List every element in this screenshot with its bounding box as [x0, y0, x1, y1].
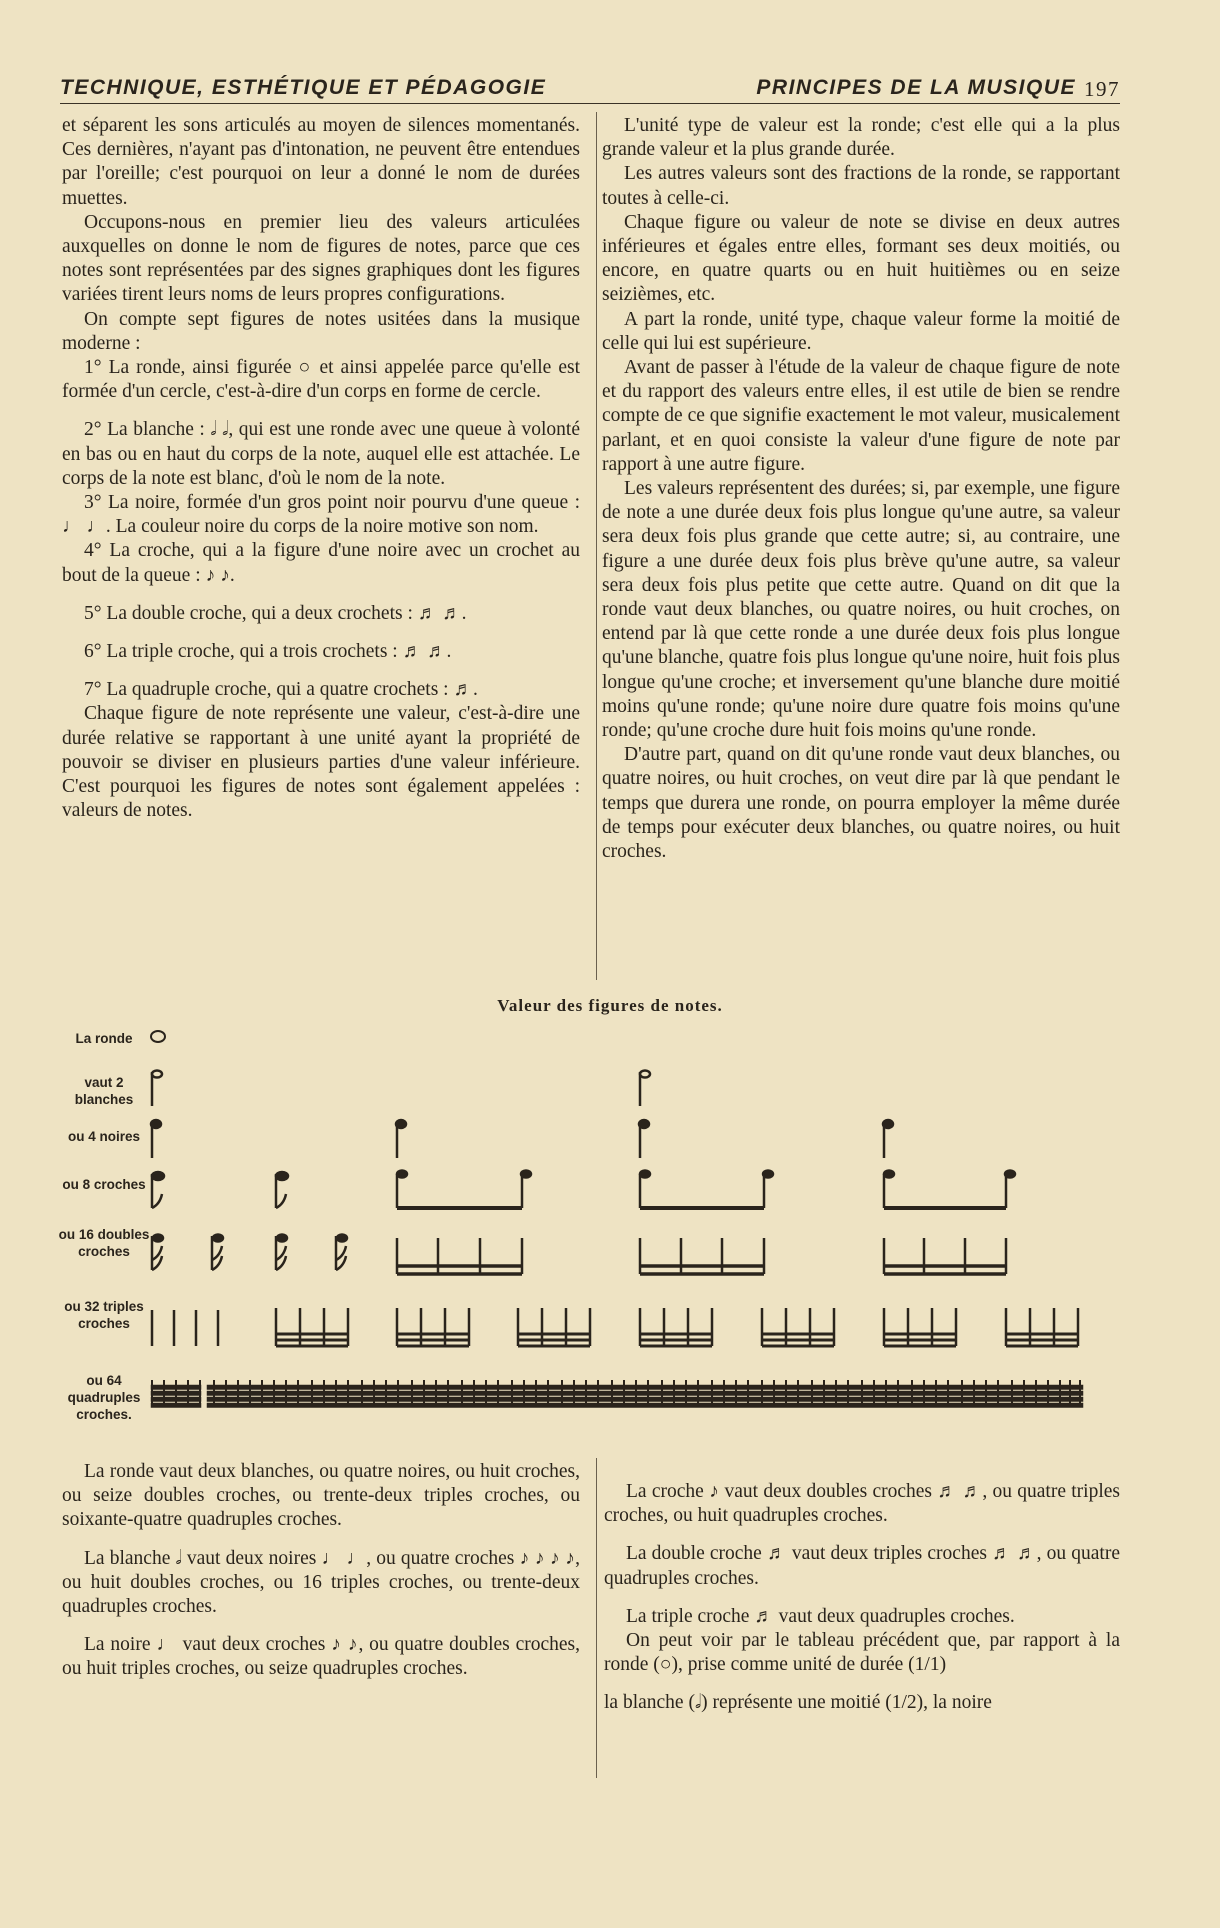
- paragraph: A part la ronde, unité type, chaque valeur forme la moitié de celle qui lui est supérieure.: [602, 308, 1120, 354]
- beamed-eighth-notes-icon: [640, 1171, 773, 1209]
- column-divider: [596, 112, 597, 980]
- paragraph: La ronde vaut deux blanches, ou quatre noires, ou huit croches, ou seize doubles croches, ou trente-deux triples croches, ou soixante-quatre quadruples croches.: [62, 1461, 580, 1531]
- paragraph: D'autre part, quand on dit qu'une ronde vaut deux blanches, ou quatre noires, ou huit croches, on veut dire par là que pendant le temps que durera une ronde, on pourra employer la même durée de temps pour exécuter deux blanches, ou quatre noires, ou huit croches.: [602, 744, 1120, 863]
- paragraph: On compte sept figures de notes usitées dans la musique moderne :: [62, 308, 580, 354]
- right-column: [602, 114, 1120, 864]
- sixteenth-note-icon: [212, 1235, 223, 1271]
- beamed-eighth-notes-icon: [884, 1171, 1015, 1209]
- half-note-icon: [152, 1071, 162, 1107]
- half-note-icon: [640, 1071, 650, 1107]
- row-label-croches: ou 8 croches: [62, 1177, 146, 1192]
- paragraph: Chaque figure de note représente une valeur, c'est-à-dire une durée relative se rapportant à une unité ayant la propriété de pouvoir se diviser en plusieurs parties d'une valeur inférieure. C'est pourquoi les figures de notes sont également appelées : valeurs de notes.: [62, 703, 580, 822]
- beamed-sixteenth-notes-icon: [884, 1238, 1006, 1274]
- header-rule: [60, 103, 1120, 104]
- sixteenth-note-icon: [276, 1235, 287, 1271]
- paragraph: La triple croche ♬ vaut deux quadruples croches.: [626, 1605, 1015, 1627]
- table-title: Valeur des figures de notes.: [497, 996, 723, 1015]
- paragraph: Avant de passer à l'étude de la valeur de chaque figure de note et du rapport des valeurs entre elles, il est utile de bien se rendre compte de ce que signifie exactement le mot valeur, musicalement parlant, et en quoi consiste la valeur d'une figure de note par rapport à une autre figure.: [602, 357, 1120, 475]
- row-label-doubles-croches: ou 16 doubles croches: [58, 1227, 150, 1259]
- bottom-left-column: [62, 1460, 580, 1682]
- column-divider: [596, 1458, 597, 1778]
- paragraph: La noire ♩ vaut deux croches ♪ ♪, ou quatre doubles croches, ou huit triples croches, ou seize quadruples croches.: [62, 1634, 580, 1680]
- left-column: [62, 114, 580, 823]
- paragraph: Chaque figure ou valeur de note se divise en deux autres inférieures et égales entre elles, formant ses deux moitiés, ou encore, en quatre quarts ou en huit huitièmes ou en seize seizièmes, etc.: [602, 211, 1120, 306]
- beamed-sixteenth-notes-icon: [640, 1238, 764, 1274]
- quarter-note-icon: [151, 1120, 161, 1158]
- paragraph: Occupons-nous en premier lieu des valeurs articulées auxquelles on donne le nom de figures de notes, parce que ces notes sont représentées par des signes graphiques dont les figures variées tirent leurs noms de leurs propres configurations.: [62, 211, 580, 306]
- eighth-note-icon: [152, 1172, 164, 1208]
- eighth-note-icon: [276, 1172, 288, 1208]
- row-label-ronde: La ronde: [75, 1031, 133, 1046]
- paragraph: 4° La croche, qui a la figure d'une noire avec un crochet au bout de la queue : ♪ ♪.: [62, 540, 580, 586]
- paragraph: L'unité type de valeur est la ronde; c'est elle qui a la plus grande valeur et la plus grande durée.: [602, 115, 1120, 161]
- note-values-table-figure: [0, 1040, 1220, 1440]
- paragraph: Les autres valeurs sont des fractions de la ronde, se rapportant toutes à celle-ci.: [602, 163, 1120, 209]
- page-number: 197: [1084, 77, 1120, 101]
- bottom-right-column: [604, 1480, 1120, 1716]
- paragraph: et séparent les sons articulés au moyen de silences momentanés. Ces dernières, n'ayant pas d'intonation, ne peuvent être entendues par l'oreille; c'est pourquoi on leur a donné le nom de durées muettes.: [62, 115, 580, 209]
- paragraph: 7° La quadruple croche, qui a quatre crochets : ♬.: [84, 679, 478, 701]
- paragraph: La croche ♪ vaut deux doubles croches ♬ ♬, ou quatre triples croches, ou huit quadruples croches.: [604, 1481, 1120, 1527]
- sixteenth-note-icon: [336, 1235, 347, 1271]
- paragraph: 1° La ronde, ainsi figurée ○ et ainsi appelée parce qu'elle est formée d'un cercle, c'est-à-dire d'un corps en forme de cercle.: [62, 357, 580, 403]
- paragraph: La blanche 𝅗𝅥 vaut deux noires ♩ ♩, ou quatre croches ♪ ♪ ♪ ♪, ou huit doubles croches, ou 16 triples croches, ou trente-deux quadruples croches.: [62, 1547, 580, 1618]
- paragraph: la blanche (𝅗𝅥) représente une moitié (1/2), la noire: [604, 1692, 992, 1714]
- header-right-title: PRINCIPES DE LA MUSIQUE: [756, 76, 1076, 99]
- row-label-blanches: vaut 2 blanches: [74, 1075, 134, 1107]
- running-head: [60, 76, 1120, 106]
- paragraph: La double croche ♬ vaut deux triples croches ♬ ♬, ou quatre quadruples croches.: [604, 1543, 1120, 1589]
- row-label-triples-croches: ou 32 triples croches: [64, 1299, 144, 1331]
- paragraph: On peut voir par le tableau précédent que, par rapport à la ronde (○), prise comme unité de durée (1/1): [604, 1630, 1120, 1676]
- row-label-noires: ou 4 noires: [67, 1129, 140, 1144]
- paragraph: 2° La blanche : 𝅗𝅥 𝅗𝅥, qui est une ronde avec une queue à volonté en bas ou en haut du corps de la note, auquel elle est attachée. Le corps de la note est blanc, d'où le nom de la note.: [62, 419, 580, 489]
- thirty-second-notes-row-icon: [152, 1308, 1078, 1346]
- sixty-fourth-notes-row-icon: [152, 1380, 1082, 1407]
- paragraph: 6° La triple croche, qui a trois crochets : ♬ ♬.: [84, 641, 452, 663]
- paragraph: Les valeurs représentent des durées; si, par exemple, une figure de note a une durée deux fois plus longue qu'une autre, sa valeur sera deux fois plus grande que cette autre; si, au contraire, une figure a une durée deux fois plus brève qu'une autre, sa valeur sera deux fois plus petite que cette autre. Quand on dit que la ronde vaut deux blanches, ou quatre noires, ou huit croches, on entend par là que cette ronde a une durée deux fois plus longue qu'une blanche, quatre fois plus longue qu'une noire, huit fois plus longue qu'une croche; et inversement qu'une blanche dure moitié moins qu'une ronde; qu'une noire dure quatre fois moins qu'une ronde; qu'une croche dure huit fois moins qu'une ronde.: [602, 478, 1120, 742]
- paragraph: 5° La double croche, qui a deux crochets : ♬ ♬.: [84, 602, 467, 624]
- beamed-sixteenth-notes-icon: [397, 1238, 522, 1274]
- sixteenth-note-icon: [152, 1235, 163, 1271]
- quarter-note-icon: [639, 1120, 649, 1158]
- beamed-eighth-notes-icon: [397, 1171, 531, 1209]
- header-left-title: TECHNIQUE, ESTHÉTIQUE ET PÉDAGOGIE: [60, 76, 547, 99]
- quarter-note-icon: [396, 1120, 406, 1158]
- paragraph: 3° La noire, formée d'un gros point noir pourvu d'une queue : ♩ ♩. La couleur noire du corps de la noire motive son nom.: [62, 492, 580, 538]
- row-label-quadruples-croches: ou 64 quadruples croches.: [67, 1373, 141, 1422]
- quarter-note-icon: [883, 1120, 893, 1158]
